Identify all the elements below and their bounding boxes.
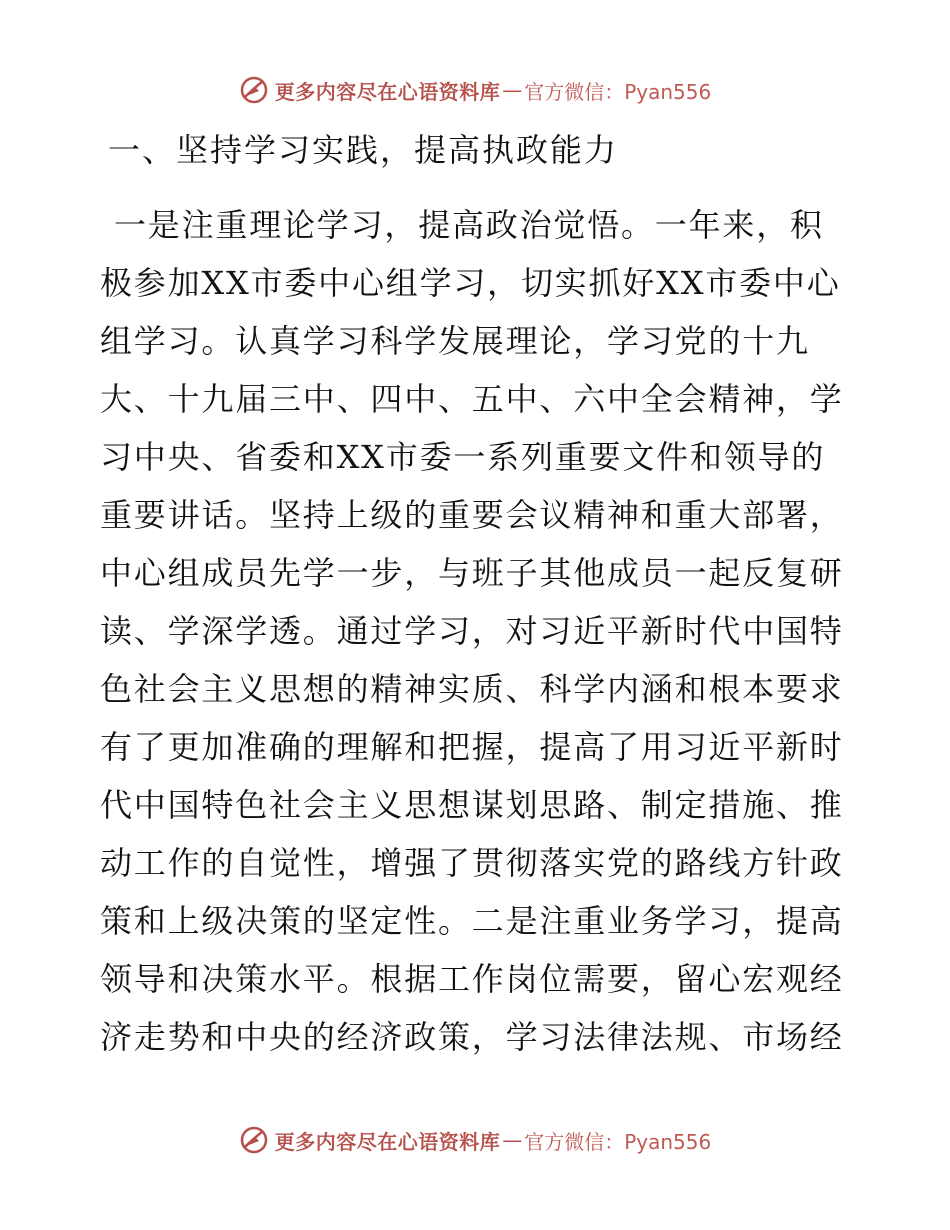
logo-icon <box>239 75 269 105</box>
paragraph-line: 领导和决策水平。根据工作岗位需要，留心宏观经 <box>100 960 844 998</box>
paragraph-line: 动工作的自觉性，增强了贯彻落实党的路线方针政 <box>100 844 844 882</box>
paragraph-line: 读、学深学透。通过学习，对习近平新时代中国特 <box>100 612 844 650</box>
banner-wechat-text: 官方微信：Pyan556 <box>524 79 712 104</box>
header-banner <box>0 70 950 110</box>
paragraph-line: 大、十九届三中、四中、五中、六中全会精神，学 <box>100 380 844 418</box>
body-paragraph <box>100 196 848 1066</box>
logo-icon <box>239 1125 269 1155</box>
section-heading: 一、坚持学习实践，提高执政能力 <box>108 131 619 169</box>
banner-brand-text: 更多内容尽在心语资料库 <box>274 79 501 104</box>
paragraph-line: 一是注重理论学习，提高政治觉悟。一年来，积 <box>114 206 824 244</box>
paragraph-line: 习中央、省委和XX市委一系列重要文件和领导的 <box>100 438 826 476</box>
paragraph-line: 有了更加准确的理解和把握，提高了用习近平新时 <box>100 728 844 766</box>
banner-brand-text: 更多内容尽在心语资料库 <box>274 1129 501 1154</box>
paragraph-line: 极参加XX市委中心组学习，切实抓好XX市委中心 <box>100 264 841 302</box>
footer-banner <box>0 1120 950 1160</box>
banner-wechat-text: 官方微信：Pyan556 <box>524 1129 712 1154</box>
paragraph-line: 重要讲话。坚持上级的重要会议精神和重大部署， <box>100 496 844 534</box>
paragraph-line: 中心组成员先学一步，与班子其他成员一起反复研 <box>100 554 844 592</box>
banner-separator: — <box>502 78 523 102</box>
paragraph-line: 代中国特色社会主义思想谋划思路、制定措施、推 <box>100 786 844 824</box>
paragraph-line: 策和上级决策的坚定性。二是注重业务学习，提高 <box>100 902 844 940</box>
banner-separator: — <box>502 1128 523 1152</box>
paragraph-line: 济走势和中央的经济政策，学习法律法规、市场经 <box>100 1018 844 1056</box>
paragraph-line: 组学习。认真学习科学发展理论，学习党的十九 <box>100 322 810 360</box>
paragraph-line: 色社会主义思想的精神实质、科学内涵和根本要求 <box>100 670 844 708</box>
